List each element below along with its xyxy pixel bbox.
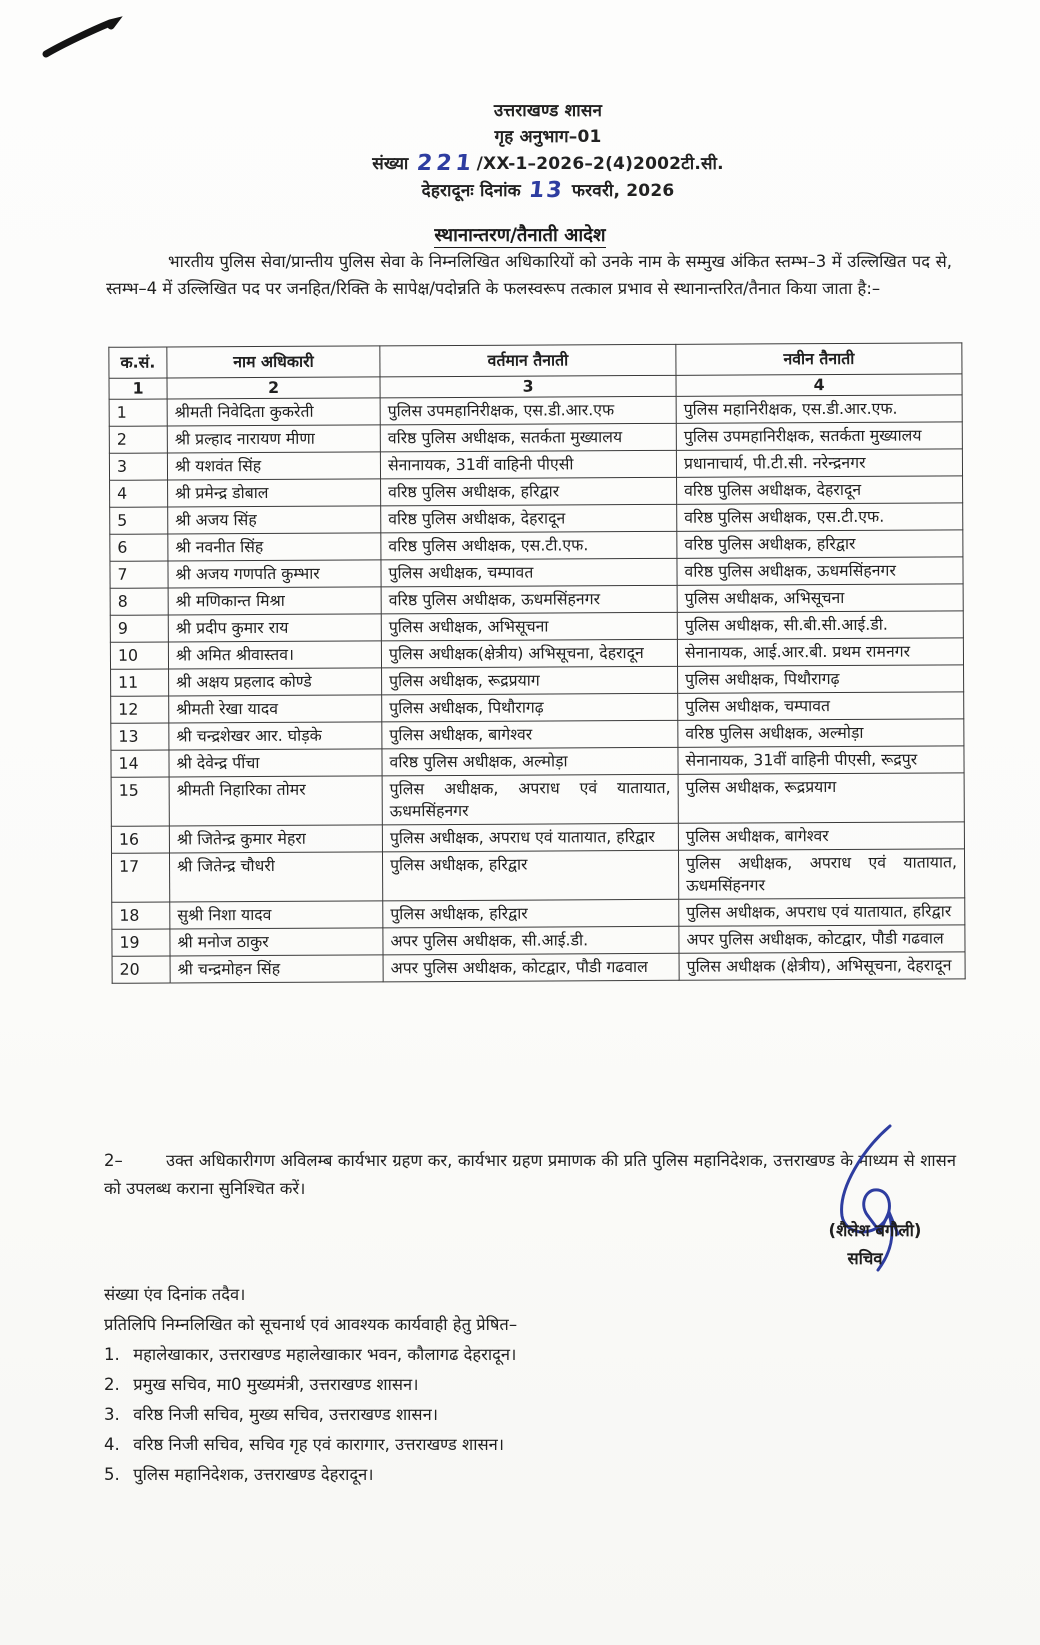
distribution-item <box>104 1340 884 1370</box>
cell-officer-name: श्री देवेन्द्र पींचा <box>169 749 382 777</box>
order-number-rest: /XX-1–2026–2(4)2002टी.सी. <box>476 154 724 174</box>
cell-new-posting: वरिष्ठ पुलिस अधीक्षक, अल्मोड़ा <box>678 719 964 747</box>
cell-officer-name: श्री अजय सिंह <box>168 506 381 534</box>
order-number-line <box>0 150 1040 177</box>
handwritten-date: 13 <box>527 178 565 203</box>
cell-serial: 3 <box>109 453 167 480</box>
cell-new-posting: अपर पुलिस अधीक्षक, कोटद्वार, पौडी गढवाल <box>679 925 965 953</box>
cell-new-posting: वरिष्ठ पुलिस अधीक्षक, देहरादून <box>677 476 963 504</box>
cell-new-posting: पुलिस अधीक्षक, बागेश्वर <box>678 822 964 850</box>
distribution-item-number: 5. <box>104 1465 120 1484</box>
document-header <box>0 98 1040 204</box>
column-number: 3 <box>380 375 676 398</box>
distribution-item-text: प्रमुख सचिव, मा0 मुख्यमंत्री, उत्तराखण्ड शासन। <box>128 1375 419 1394</box>
column-number: 1 <box>109 378 167 399</box>
cell-officer-name: श्री चन्द्रमोहन सिंह <box>170 955 383 983</box>
cell-officer-name: श्री नवनीत सिंह <box>168 533 381 561</box>
distribution-item <box>104 1460 884 1490</box>
distribution-item-number: 3. <box>104 1405 120 1424</box>
cell-new-posting: प्रधानाचार्य, पी.टी.सी. नरेन्द्रनगर <box>676 449 962 477</box>
cell-new-posting: वरिष्ठ पुलिस अधीक्षक, एस.टी.एफ. <box>677 503 963 531</box>
cell-officer-name: श्री अजय गणपति कुम्भार <box>168 560 381 588</box>
distribution-item-text: वरिष्ठ निजी सचिव, मुख्य सचिव, उत्तराखण्ड शासन। <box>128 1405 438 1424</box>
cell-new-posting: सेनानायक, 31वीं वाहिनी पीएसी, रूद्रपुर <box>678 746 964 774</box>
cell-current-posting: पुलिस अधीक्षक, पिथौरागढ़ <box>382 693 678 722</box>
cell-new-posting: वरिष्ठ पुलिस अधीक्षक, हरिद्वार <box>677 530 963 558</box>
transfer-table <box>108 342 965 983</box>
pen-stroke-mark <box>38 8 128 68</box>
cell-current-posting: पुलिस अधीक्षक, हरिद्वार <box>383 899 679 928</box>
cell-officer-name: श्री जितेन्द्र चौधरी <box>169 852 382 902</box>
signatory-name: (शैलेश बगौली) <box>828 1221 922 1240</box>
cell-officer-name: श्री यशवंत सिंह <box>167 452 380 480</box>
cell-serial: 8 <box>110 588 168 615</box>
cell-officer-name: श्री प्रमेन्द्र डोबाल <box>168 479 381 507</box>
column-number: 2 <box>167 377 380 399</box>
table-row <box>111 849 964 902</box>
cell-officer-name: श्रीमती निवेदिता कुकरेती <box>167 398 380 426</box>
cell-serial: 10 <box>110 642 168 669</box>
cell-serial: 4 <box>110 480 168 507</box>
column-number: 4 <box>676 374 962 396</box>
cell-serial: 9 <box>110 615 168 642</box>
cell-current-posting: पुलिस अधीक्षक, हरिद्वार <box>382 850 678 901</box>
distribution-heading: संख्या एंव दिनांक तदैव। <box>104 1285 246 1304</box>
distribution-item-number: 4. <box>104 1435 120 1454</box>
cell-current-posting: पुलिस अधीक्षक, रूद्रप्रयाग <box>382 666 678 695</box>
cell-serial: 1 <box>109 399 167 426</box>
cell-serial: 16 <box>111 826 169 853</box>
cell-officer-name: श्री प्रदीप कुमार राय <box>168 614 381 642</box>
cell-officer-name: श्री जितेन्द्र कुमार मेहरा <box>169 825 382 853</box>
cell-new-posting: पुलिस अधीक्षक, अपराध एवं यातायात, ऊधमसिंहनगर <box>678 849 964 899</box>
cell-current-posting: पुलिस अधीक्षक, अपराध एवं यातायात, ऊधमसिंहनगर <box>382 774 678 825</box>
cell-current-posting: पुलिस अधीक्षक(क्षेत्रीय) अभिसूचना, देहरादून <box>381 639 677 668</box>
cell-new-posting: सेनानायक, आई.आर.बी. प्रथम रामनगर <box>677 638 963 666</box>
cell-serial: 2 <box>109 426 167 453</box>
distribution-item <box>104 1400 884 1430</box>
cell-serial: 7 <box>110 561 168 588</box>
cell-officer-name: श्री अमित श्रीवास्तव। <box>168 641 381 669</box>
cell-officer-name: सुश्री निशा यादव <box>170 901 383 929</box>
cell-current-posting: वरिष्ठ पुलिस अधीक्षक, देहरादून <box>381 504 677 533</box>
cell-officer-name: श्री अक्षय प्रहलाद कोण्डे <box>169 668 382 696</box>
cell-current-posting: सेनानायक, 31वीं वाहिनी पीएसी <box>380 450 676 479</box>
date-rest: फरवरी, 2026 <box>571 181 675 201</box>
closing-paragraph-number: 2– <box>104 1151 123 1170</box>
cell-current-posting: पुलिस अधीक्षक, अभिसूचना <box>381 612 677 641</box>
distribution-subheading: प्रतिलिपि निम्नलिखित को सूचनार्थ एवं आवश्यक कार्यवाही हेतु प्रेषित– <box>104 1315 518 1334</box>
header-current-posting: वर्तमान तैनाती <box>380 344 676 377</box>
cell-officer-name: श्री प्रल्हाद नारायण मीणा <box>167 425 380 453</box>
cell-officer-name: श्री चन्द्रशेखर आर. घोड़के <box>169 722 382 750</box>
cell-current-posting: अपर पुलिस अधीक्षक, कोटद्वार, पौडी गढवाल <box>383 953 679 982</box>
place-date-prefix: देहरादूनः दिनांक <box>421 181 521 201</box>
cell-serial: 13 <box>111 723 169 750</box>
intro-paragraph: भारतीय पुलिस सेवा/प्रान्तीय पुलिस सेवा के निम्नलिखित अधिकारियों को उनके नाम के सम्मुख अंकित स्तम्भ–3 में उल्लिखित पद से, स्तम्भ–4 में उल्लिखित पद पर जनहित/रिक्ति के सापेक्ष/पदोन्नति के फलस्वरूप तत्काल प्रभाव से स्थानान्तरित/तैनात किया जाता है:– <box>106 252 952 298</box>
cell-officer-name: श्री मनोज ठाकुर <box>170 928 383 956</box>
transfer-table-body <box>109 395 965 983</box>
cell-current-posting: वरिष्ठ पुलिस अधीक्षक, हरिद्वार <box>381 477 677 506</box>
distribution-item-text: महालेखाकार, उत्तराखण्ड महालेखाकार भवन, कौलागढ देहरादून। <box>128 1345 517 1364</box>
cell-current-posting: पुलिस अधीक्षक, अपराध एवं यातायात, हरिद्वार <box>382 823 678 852</box>
cell-current-posting: वरिष्ठ पुलिस अधीक्षक, अल्मोड़ा <box>382 747 678 776</box>
cell-current-posting: पुलिस अधीक्षक, बागेश्वर <box>382 720 678 749</box>
cell-current-posting: वरिष्ठ पुलिस अधीक्षक, एस.टी.एफ. <box>381 531 677 560</box>
cell-new-posting: पुलिस अधीक्षक, चम्पावत <box>678 692 964 720</box>
cell-officer-name: श्रीमती निहारिका तोमर <box>169 776 382 826</box>
cell-new-posting: पुलिस अधीक्षक, अपराध एवं यातायात, हरिद्वार <box>679 898 965 926</box>
cell-current-posting: पुलिस अधीक्षक, चम्पावत <box>381 558 677 587</box>
cell-current-posting: वरिष्ठ पुलिस अधीक्षक, सतर्कता मुख्यालय <box>380 423 676 452</box>
distribution-item-text: वरिष्ठ निजी सचिव, सचिव गृह एवं कारागार, उत्तराखण्ड शासन। <box>128 1435 505 1454</box>
header-officer-name: नाम अधिकारी <box>167 346 380 378</box>
cell-new-posting: पुलिस उपमहानिरीक्षक, सतर्कता मुख्यालय <box>676 422 962 450</box>
cell-serial: 15 <box>111 777 169 826</box>
cell-new-posting: पुलिस अधीक्षक, रूद्रप्रयाग <box>678 773 964 823</box>
distribution-item-number: 1. <box>104 1345 120 1364</box>
cell-current-posting: अपर पुलिस अधीक्षक, सी.आई.डी. <box>383 926 679 955</box>
cell-serial: 6 <box>110 534 168 561</box>
cell-new-posting: पुलिस महानिरीक्षक, एस.डी.आर.एफ. <box>676 395 962 423</box>
cell-current-posting: वरिष्ठ पुलिस अधीक्षक, ऊधमसिंहनगर <box>381 585 677 614</box>
cell-officer-name: श्रीमती रेखा यादव <box>169 695 382 723</box>
cell-officer-name: श्री मणिकान्त मिश्रा <box>168 587 381 615</box>
distribution-section <box>104 1280 884 1490</box>
cell-current-posting: पुलिस उपमहानिरीक्षक, एस.डी.आर.एफ <box>380 396 676 425</box>
cell-serial: 19 <box>112 929 170 956</box>
closing-paragraph-text: उक्त अधिकारीगण अविलम्ब कार्यभार ग्रहण कर, कार्यभार ग्रहण प्रमाणक की प्रति पुलिस महानिदेशक, उत्तराखण्ड के माध्यम से शासन को उपलब्ध कराना सुनिश्चित करें। <box>104 1151 956 1198</box>
cell-new-posting: वरिष्ठ पुलिस अधीक्षक, ऊधमसिंहनगर <box>677 557 963 585</box>
cell-serial: 18 <box>112 902 170 929</box>
cell-serial: 17 <box>111 853 169 902</box>
cell-serial: 5 <box>110 507 168 534</box>
cell-new-posting: पुलिस अधीक्षक (क्षेत्रीय), अभिसूचना, देहरादून <box>679 952 965 980</box>
cell-new-posting: पुलिस अधीक्षक, सी.बी.सी.आई.डी. <box>677 611 963 639</box>
cell-serial: 14 <box>111 750 169 777</box>
header-serial: क.सं. <box>109 347 167 378</box>
section-name: गृह अनुभाग–01 <box>494 127 602 147</box>
distribution-item <box>104 1370 884 1400</box>
cell-new-posting: पुलिस अधीक्षक, अभिसूचना <box>677 584 963 612</box>
table-header-row <box>109 343 962 378</box>
distribution-item-number: 2. <box>104 1375 120 1394</box>
document-title: स्थानान्तरण/तैनाती आदेश <box>434 225 606 246</box>
cell-serial: 20 <box>112 956 170 983</box>
cell-serial: 11 <box>111 669 169 696</box>
handwritten-order-number: 221 <box>415 151 476 176</box>
header-new-posting: नवीन तैनाती <box>676 343 962 375</box>
signatory-designation: सचिव <box>847 1249 883 1268</box>
distribution-item-text: पुलिस महानिदेशक, उत्तराखण्ड देहरादून। <box>128 1465 374 1484</box>
cell-serial: 12 <box>111 696 169 723</box>
distribution-list <box>104 1340 884 1490</box>
table-row <box>112 952 965 983</box>
place-date-line <box>0 177 1040 204</box>
government-name: उत्तराखण्ड शासन <box>493 101 603 121</box>
order-number-label: संख्या <box>372 154 409 174</box>
distribution-item <box>104 1430 884 1460</box>
cell-new-posting: पुलिस अधीक्षक, पिथौरागढ़ <box>678 665 964 693</box>
table-row <box>111 773 964 826</box>
